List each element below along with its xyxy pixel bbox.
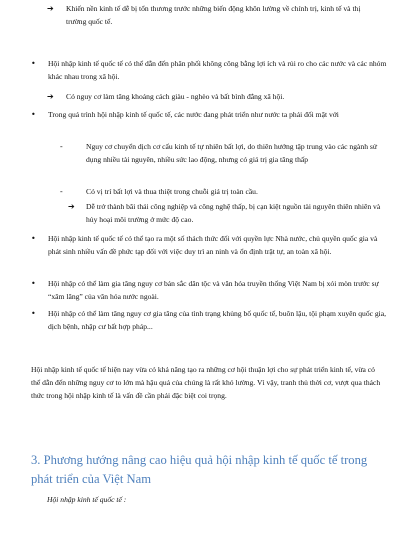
bullet-item-text: Hội nhập kinh tế quốc tế có thể dẫn đến phân phối không công bằng lợi ích và rủi ro cho các nước và các nhóm khác nhau trong xã hội. bbox=[48, 59, 387, 82]
dash-icon: - bbox=[60, 187, 63, 196]
arrow-item bbox=[47, 90, 387, 103]
arrow-item-text: Dễ trở thành bãi thải công nghiệp và công nghệ thấp, bị cạn kiệt nguồn tài nguyên thiên nhiên và hủy hoại môi trường ở mức độ cao. bbox=[86, 202, 381, 225]
arrow-item-text: Có nguy cơ làm tăng khoảng cách giàu - nghèo và bất bình đẳng xã hội. bbox=[66, 92, 285, 101]
bullet-icon: • bbox=[31, 279, 36, 288]
bullet-item bbox=[31, 57, 387, 83]
bullet-item bbox=[31, 108, 387, 121]
arrow-icon: ➔ bbox=[68, 202, 75, 211]
arrow-icon: ➔ bbox=[47, 4, 54, 13]
arrow-item bbox=[68, 200, 387, 226]
body-paragraph: Hội nhập kinh tế quốc tế hiện nay vừa có khả năng tạo ra những cơ hội thuận lợi cho sự phát triển kinh tế, vừa có thể dẫn đến những nguy cơ to lớn mà hậu quả của chúng là rất khó lường. Vì vậy, tranh thủ thời cơ, vượt qua thách thức trong hội nhập kinh tế là vấn đề cần phải đặc biệt coi trọng. bbox=[31, 365, 381, 401]
dash-item-text: Nguy cơ chuyển dịch cơ cấu kinh tế tự nhiên bất lợi, do thiên hướng tập trung vào các ngành sử dụng nhiều tài nguyên, nhiều sức lao động, nhưng có giá trị gia tăng thấp bbox=[86, 142, 377, 165]
dash-icon: - bbox=[60, 142, 63, 151]
arrow-icon: ➔ bbox=[47, 92, 54, 101]
bullet-item bbox=[31, 307, 387, 333]
section-heading: 3. Phương hướng nâng cao hiệu quả hội nhập kinh tế quốc tế trong phát triển của Việt Nam bbox=[31, 453, 368, 486]
dash-item bbox=[60, 185, 387, 198]
bullet-item-text: Trong quá trình hội nhập kinh tế quốc tế, các nước đang phát triển như nước ta phải đối mặt với bbox=[48, 110, 339, 119]
bullet-item-text: Hội nhập kinh tế quốc tế có thể tạo ra một số thách thức đối với quyền lực Nhà nước, chủ quyền quốc gia và phát sinh nhiều vấn đề phức tạp đối với việc duy trì an ninh và ổn định trật tự, an toàn xã hội. bbox=[48, 234, 378, 257]
bullet-item bbox=[31, 232, 387, 258]
bullet-item bbox=[31, 277, 387, 303]
bullet-icon: • bbox=[31, 309, 36, 318]
subheading: Hội nhập kinh tế quốc tế : bbox=[47, 495, 127, 504]
dash-item-text: Có vị trí bất lợi và thua thiệt trong chuỗi giá trị toàn cầu. bbox=[86, 187, 258, 196]
bullet-icon: • bbox=[31, 110, 36, 119]
dash-item bbox=[60, 140, 387, 166]
arrow-item-text: Khiến nền kinh tế dễ bị tổn thương trước những biến động khôn lường về chính trị, kinh tế và thị trường quốc tế. bbox=[66, 4, 361, 27]
bullet-icon: • bbox=[31, 234, 36, 243]
arrow-item bbox=[47, 2, 387, 28]
bullet-item-text: Hội nhập có thể làm tăng nguy cơ gia tăng của tình trạng khủng bố quốc tế, buôn lậu, tội phạm xuyên quốc gia, dịch bệnh, nhập cư bất hợp pháp... bbox=[48, 309, 387, 332]
bullet-item-text: Hội nhập có thể làm gia tăng nguy cơ bản sắc dân tộc và văn hóa truyền thống Việt Nam bị xói mòn trước sự “xâm lăng” của văn hóa nước ngoài. bbox=[48, 279, 379, 302]
bullet-icon: • bbox=[31, 59, 36, 68]
